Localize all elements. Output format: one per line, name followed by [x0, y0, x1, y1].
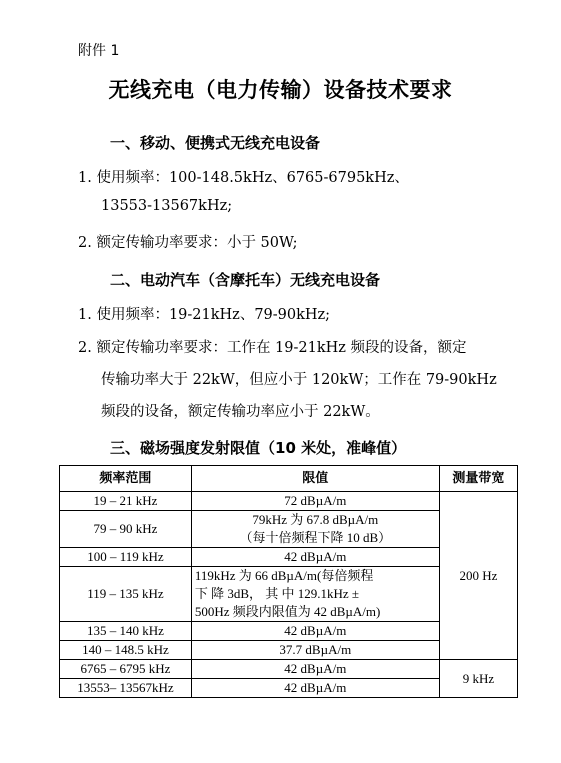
limit-cell: 37.7 dBµA/m	[191, 641, 439, 660]
table-row	[60, 660, 518, 679]
freq-cell: 119 – 135 kHz	[60, 567, 192, 622]
section1-heading: 一、移动、便携式无线充电设备	[110, 134, 321, 152]
header-frequency: 频率范围	[60, 466, 192, 492]
limit-line: 500Hz 频段内限值为 42 dBµA/m)	[194, 604, 381, 619]
section2-item2-line2: 传输功率大于 22kW，但应小于 120kW；工作在 79-90kHz	[101, 372, 497, 388]
limit-line: 119kHz 为 66 dBµA/m(每倍频程	[194, 568, 374, 583]
limit-cell: 42 dBµA/m	[191, 548, 439, 567]
limit-cell: 42 dBµA/m	[191, 679, 439, 698]
table-header-row	[60, 466, 518, 492]
limit-line: 下 降 3dB， 其 中 129.1kHz ±	[194, 586, 360, 601]
header-bandwidth: 测量带宽	[439, 466, 517, 492]
freq-cell: 135 – 140 kHz	[60, 622, 192, 641]
freq-cell: 6765 – 6795 kHz	[60, 660, 192, 679]
section1-item1-line1: 1. 使用频率：100-148.5kHz、6765-6795kHz、	[78, 170, 409, 186]
limit-line: 79kHz 为 67.8 dBµA/m	[252, 512, 379, 527]
bandwidth-cell: 9 kHz	[439, 660, 517, 698]
limit-cell	[191, 511, 439, 548]
bandwidth-cell: 200 Hz	[439, 492, 517, 660]
freq-cell: 19 – 21 kHz	[60, 492, 192, 511]
section1-item1-line2: 13553-13567kHz;	[101, 198, 233, 214]
limit-cell: 72 dBµA/m	[191, 492, 439, 511]
table-row	[60, 492, 518, 511]
freq-cell: 79 – 90 kHz	[60, 511, 192, 548]
attachment-label: 附件 1	[78, 43, 120, 59]
header-limit: 限值	[191, 466, 439, 492]
page-title: 无线充电（电力传输）设备技术要求	[108, 78, 453, 102]
limit-line: （每十倍频程下降 10 dB）	[239, 530, 392, 545]
freq-cell: 13553– 13567kHz	[60, 679, 192, 698]
section3-heading: 三、磁场强度发射限值（10 米处，准峰值）	[110, 439, 407, 457]
limits-table	[59, 465, 518, 698]
limit-cell: 42 dBµA/m	[191, 622, 439, 641]
section2-item1: 1. 使用频率：19-21kHz、79-90kHz;	[78, 307, 331, 323]
section2-item2-line3: 频段的设备，额定传输功率应小于 22kW。	[101, 404, 380, 420]
section2-item2-line1: 2. 额定传输功率要求：工作在 19-21kHz 频段的设备，额定	[78, 340, 467, 356]
limit-cell	[191, 567, 439, 622]
section2-heading: 二、电动汽车（含摩托车）无线充电设备	[110, 271, 381, 289]
section1-item2: 2. 额定传输功率要求：小于 50W;	[78, 235, 298, 251]
freq-cell: 140 – 148.5 kHz	[60, 641, 192, 660]
limit-cell: 42 dBµA/m	[191, 660, 439, 679]
freq-cell: 100 – 119 kHz	[60, 548, 192, 567]
